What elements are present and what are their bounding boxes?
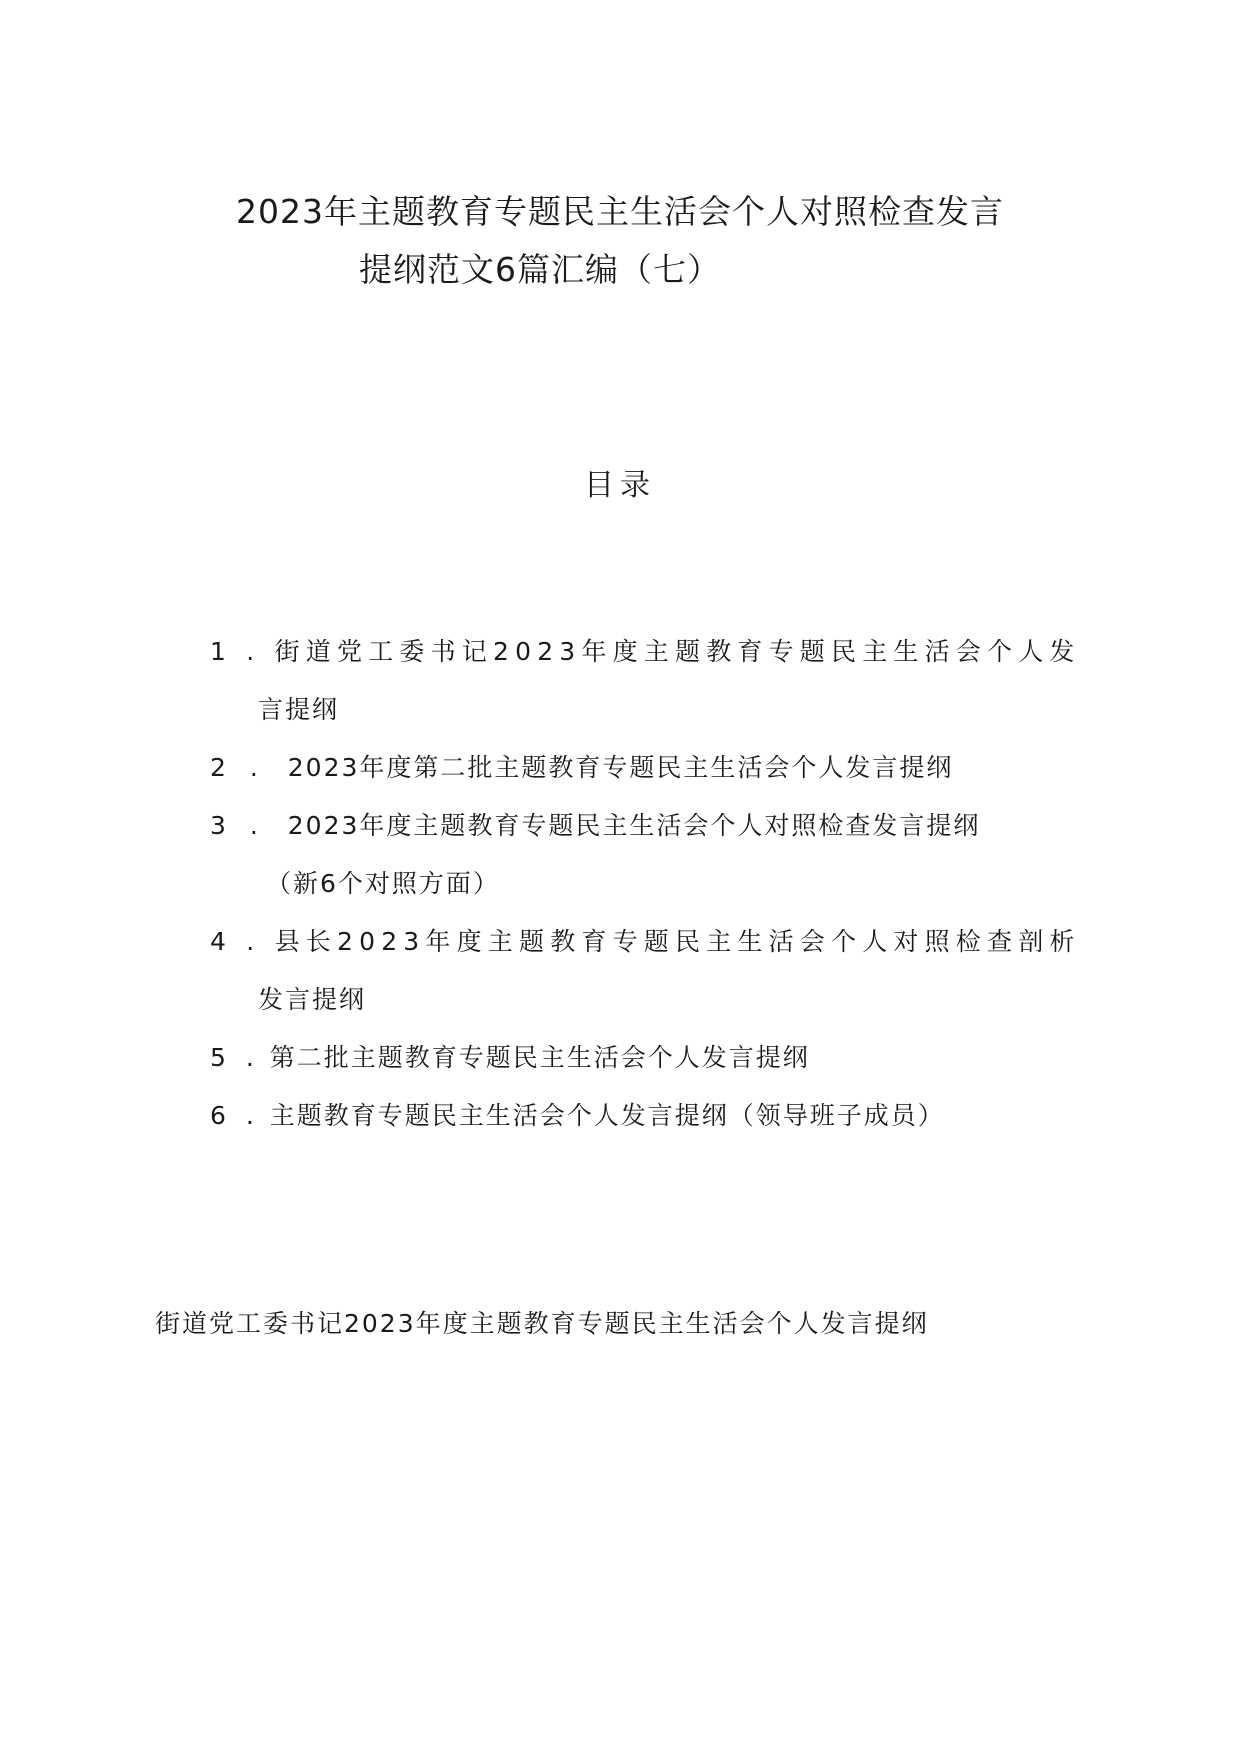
- toc-item-number: 6: [210, 1101, 228, 1130]
- toc-item-separator: .: [245, 1043, 256, 1072]
- toc-item-1[interactable]: [210, 636, 1081, 668]
- toc-item-number: 1: [210, 637, 233, 666]
- toc-item-title: 第二批主题教育专题民主生活会个人发言提纲: [269, 1043, 810, 1072]
- toc-item-number: 3: [210, 811, 228, 840]
- toc-item-title-continued: 发言提纲: [258, 985, 367, 1014]
- toc-item-separator: .: [249, 811, 260, 840]
- toc-item-separator: .: [246, 637, 261, 666]
- toc-item-3-continuation[interactable]: [266, 868, 500, 900]
- toc-item-6[interactable]: [210, 1100, 945, 1132]
- toc-heading: 目录: [584, 468, 656, 503]
- toc-item-title-continued: 言提纲: [258, 695, 340, 724]
- toc-item-2[interactable]: [210, 752, 953, 784]
- toc-item-5[interactable]: [210, 1042, 810, 1074]
- toc-item-4[interactable]: [210, 926, 1081, 958]
- toc-item-1-continuation[interactable]: [258, 694, 339, 726]
- toc-item-number: 2: [210, 753, 228, 782]
- toc-item-title: 街道党工委书记2023年度主题教育专题民主生活会个人发: [274, 637, 1081, 666]
- toc-item-4-continuation[interactable]: [258, 984, 366, 1016]
- toc-item-title: 主题教育专题民主生活会个人发言提纲（领导班子成员）: [269, 1101, 945, 1130]
- document-title-line-1: 2023年主题教育专题民主生活会个人对照检查发言: [236, 192, 1004, 231]
- first-section-heading: 街道党工委书记2023年度主题教育专题民主生活会个人发言提纲: [155, 1309, 929, 1338]
- toc-item-separator: .: [246, 927, 261, 956]
- toc-item-3[interactable]: [210, 810, 980, 842]
- toc-item-separator: .: [249, 753, 260, 782]
- toc-item-title: 2023年度第二批主题教育专题民主生活会个人发言提纲: [287, 753, 954, 782]
- toc-item-number: 4: [210, 927, 233, 956]
- toc-item-title-continued: （新6个对照方面）: [266, 869, 500, 898]
- toc-item-title: 县长2023年度主题教育专题民主生活会个人对照检查剖析: [274, 927, 1081, 956]
- document-title-line-2: 提纲范文6篇汇编（七）: [359, 250, 721, 289]
- toc-item-separator: .: [245, 1101, 256, 1130]
- toc-item-number: 5: [210, 1043, 228, 1072]
- toc-item-title: 2023年度主题教育专题民主生活会个人对照检查发言提纲: [287, 811, 981, 840]
